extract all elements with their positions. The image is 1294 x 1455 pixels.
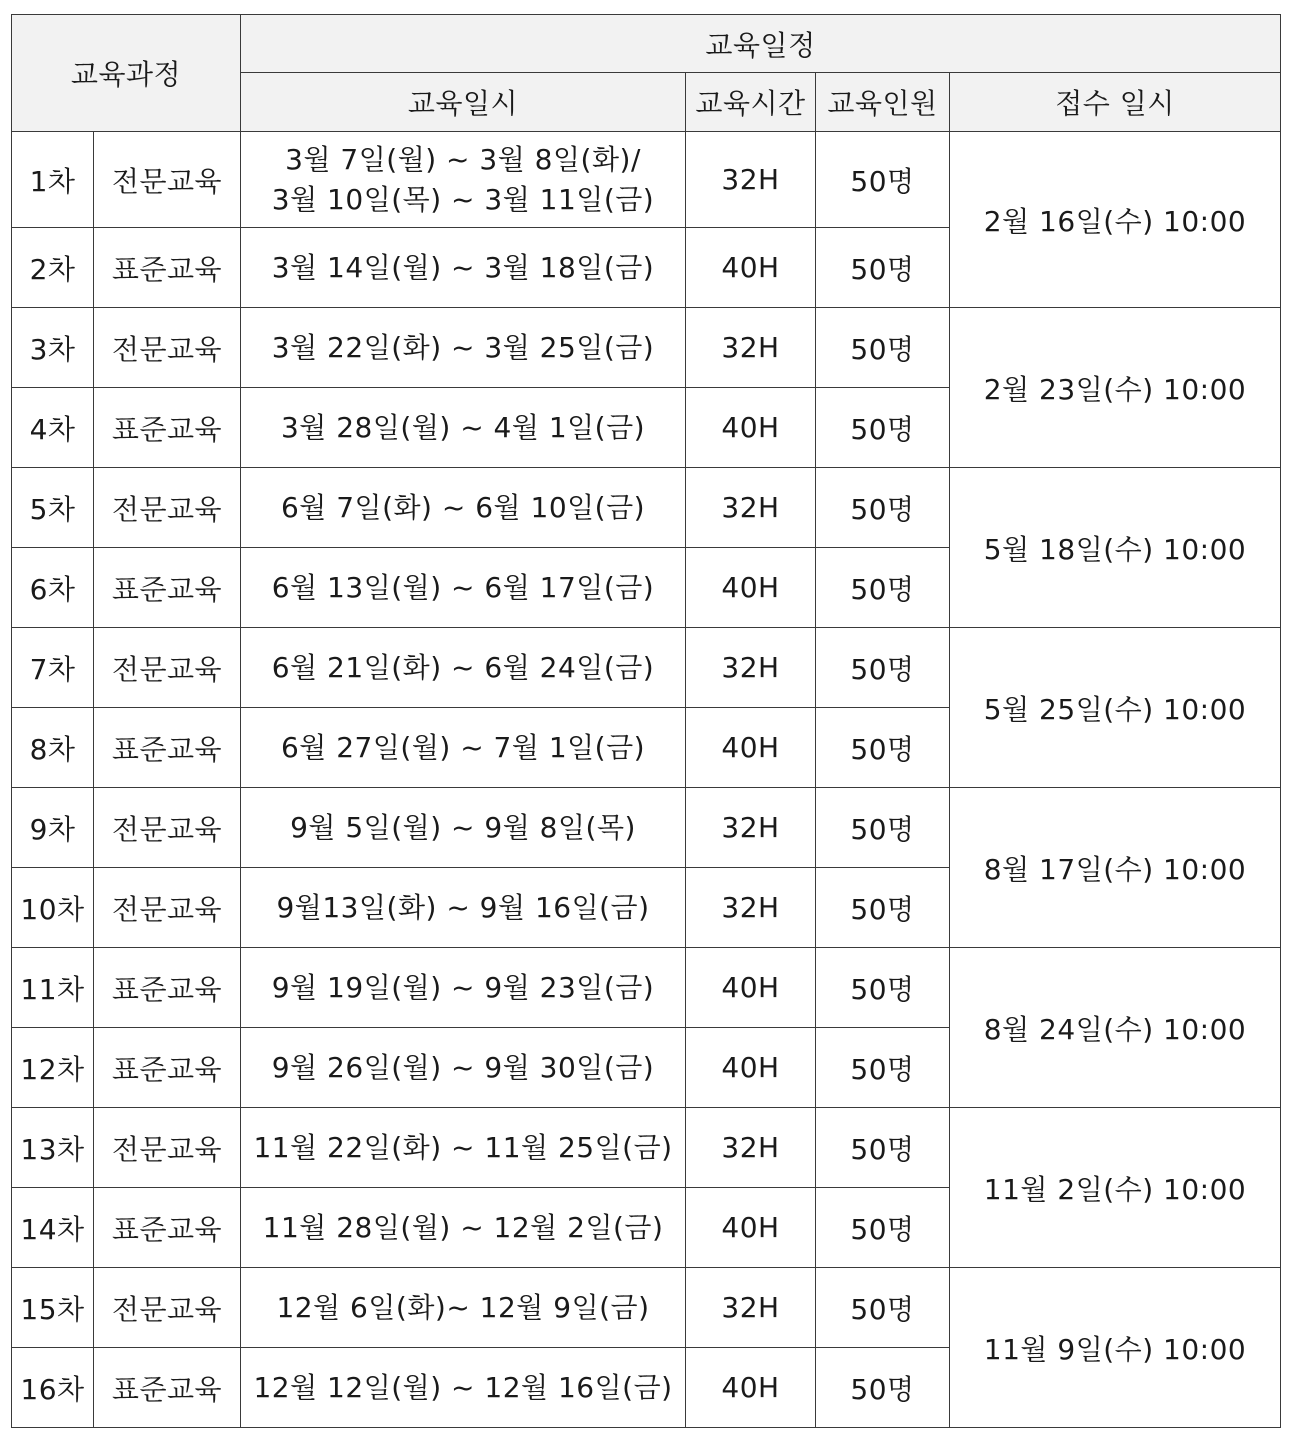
date-line: 3월 7일(월) ~ 3월 8일(화)/: [285, 142, 641, 176]
hours-cell: 40H: [686, 1028, 816, 1108]
capacity-cell: 50명: [816, 1348, 950, 1428]
registration-cell: 8월 24일(수) 10:00: [950, 948, 1281, 1108]
course-type-cell: 표준교육: [94, 388, 241, 468]
date-cell: 11월 28일(월) ~ 12월 2일(금): [241, 1188, 686, 1268]
round-cell: 8차: [12, 708, 94, 788]
registration-cell: 8월 17일(수) 10:00: [950, 788, 1281, 948]
date-cell: 12월 12일(월) ~ 12월 16일(금): [241, 1348, 686, 1428]
registration-cell: 5월 25일(수) 10:00: [950, 628, 1281, 788]
course-type-cell: 전문교육: [94, 628, 241, 708]
hours-cell: 32H: [686, 1268, 816, 1348]
hours-cell: 32H: [686, 1108, 816, 1188]
round-cell: 1차: [12, 132, 94, 228]
date-cell: 12월 6일(화)~ 12월 9일(금): [241, 1268, 686, 1348]
capacity-cell: 50명: [816, 228, 950, 308]
education-schedule-table: [11, 14, 1281, 1428]
header-course: 교육과정: [12, 15, 241, 132]
course-type-cell: 전문교육: [94, 1108, 241, 1188]
date-cell: 6월 7일(화) ~ 6월 10일(금): [241, 468, 686, 548]
round-cell: 14차: [12, 1188, 94, 1268]
date-cell: 3월 22일(화) ~ 3월 25일(금): [241, 308, 686, 388]
header-registration: 접수 일시: [950, 73, 1281, 132]
capacity-cell: 50명: [816, 948, 950, 1028]
round-cell: 4차: [12, 388, 94, 468]
capacity-cell: 50명: [816, 788, 950, 868]
capacity-cell: 50명: [816, 468, 950, 548]
date-cell: 6월 21일(화) ~ 6월 24일(금): [241, 628, 686, 708]
capacity-cell: 50명: [816, 708, 950, 788]
hours-cell: 40H: [686, 1348, 816, 1428]
date-cell: 3월 14일(월) ~ 3월 18일(금): [241, 228, 686, 308]
table-row: [12, 948, 1281, 1028]
date-cell: [241, 132, 686, 228]
header-date: 교육일시: [241, 73, 686, 132]
hours-cell: 32H: [686, 628, 816, 708]
table-row: [12, 308, 1281, 388]
table-row: [12, 628, 1281, 708]
registration-cell: 5월 18일(수) 10:00: [950, 468, 1281, 628]
date-cell: 11월 22일(화) ~ 11월 25일(금): [241, 1108, 686, 1188]
capacity-cell: 50명: [816, 868, 950, 948]
round-cell: 7차: [12, 628, 94, 708]
capacity-cell: 50명: [816, 548, 950, 628]
capacity-cell: 50명: [816, 1268, 950, 1348]
course-type-cell: 표준교육: [94, 228, 241, 308]
course-type-cell: 전문교육: [94, 132, 241, 228]
date-cell: 9월13일(화) ~ 9월 16일(금): [241, 868, 686, 948]
hours-cell: 40H: [686, 948, 816, 1028]
capacity-cell: 50명: [816, 132, 950, 228]
course-type-cell: 표준교육: [94, 708, 241, 788]
registration-cell: 2월 16일(수) 10:00: [950, 132, 1281, 308]
round-cell: 5차: [12, 468, 94, 548]
date-cell: 9월 19일(월) ~ 9월 23일(금): [241, 948, 686, 1028]
registration-cell: 11월 9일(수) 10:00: [950, 1268, 1281, 1428]
round-cell: 15차: [12, 1268, 94, 1348]
round-cell: 16차: [12, 1348, 94, 1428]
header-row-top: [12, 15, 1281, 73]
hours-cell: 40H: [686, 548, 816, 628]
date-line: 3월 10일(목) ~ 3월 11일(금): [271, 182, 655, 216]
course-type-cell: 전문교육: [94, 868, 241, 948]
course-type-cell: 표준교육: [94, 1028, 241, 1108]
registration-cell: 11월 2일(수) 10:00: [950, 1108, 1281, 1268]
course-type-cell: 표준교육: [94, 1348, 241, 1428]
hours-cell: 40H: [686, 708, 816, 788]
round-cell: 13차: [12, 1108, 94, 1188]
hours-cell: 32H: [686, 132, 816, 228]
hours-cell: 40H: [686, 388, 816, 468]
registration-cell: 2월 23일(수) 10:00: [950, 308, 1281, 468]
round-cell: 3차: [12, 308, 94, 388]
course-type-cell: 전문교육: [94, 308, 241, 388]
capacity-cell: 50명: [816, 1108, 950, 1188]
hours-cell: 32H: [686, 308, 816, 388]
course-type-cell: 전문교육: [94, 1268, 241, 1348]
round-cell: 6차: [12, 548, 94, 628]
table-row: [12, 468, 1281, 548]
course-type-cell: 전문교육: [94, 788, 241, 868]
table-row: [12, 1108, 1281, 1188]
table-row: [12, 132, 1281, 228]
round-cell: 11차: [12, 948, 94, 1028]
course-type-cell: 표준교육: [94, 948, 241, 1028]
capacity-cell: 50명: [816, 1188, 950, 1268]
date-cell: 9월 5일(월) ~ 9월 8일(목): [241, 788, 686, 868]
round-cell: 12차: [12, 1028, 94, 1108]
header-capacity: 교육인원: [816, 73, 950, 132]
hours-cell: 32H: [686, 468, 816, 548]
hours-cell: 40H: [686, 1188, 816, 1268]
course-type-cell: 전문교육: [94, 468, 241, 548]
table-row: [12, 1268, 1281, 1348]
hours-cell: 32H: [686, 868, 816, 948]
capacity-cell: 50명: [816, 388, 950, 468]
date-cell: 3월 28일(월) ~ 4월 1일(금): [241, 388, 686, 468]
table-row: [12, 788, 1281, 868]
course-type-cell: 표준교육: [94, 548, 241, 628]
header-schedule: 교육일정: [241, 15, 1281, 73]
date-cell: 6월 27일(월) ~ 7월 1일(금): [241, 708, 686, 788]
hours-cell: 32H: [686, 788, 816, 868]
header-hours: 교육시간: [686, 73, 816, 132]
capacity-cell: 50명: [816, 308, 950, 388]
hours-cell: 40H: [686, 228, 816, 308]
date-cell: 6월 13일(월) ~ 6월 17일(금): [241, 548, 686, 628]
round-cell: 9차: [12, 788, 94, 868]
date-cell: 9월 26일(월) ~ 9월 30일(금): [241, 1028, 686, 1108]
capacity-cell: 50명: [816, 628, 950, 708]
course-type-cell: 표준교육: [94, 1188, 241, 1268]
capacity-cell: 50명: [816, 1028, 950, 1108]
round-cell: 10차: [12, 868, 94, 948]
round-cell: 2차: [12, 228, 94, 308]
